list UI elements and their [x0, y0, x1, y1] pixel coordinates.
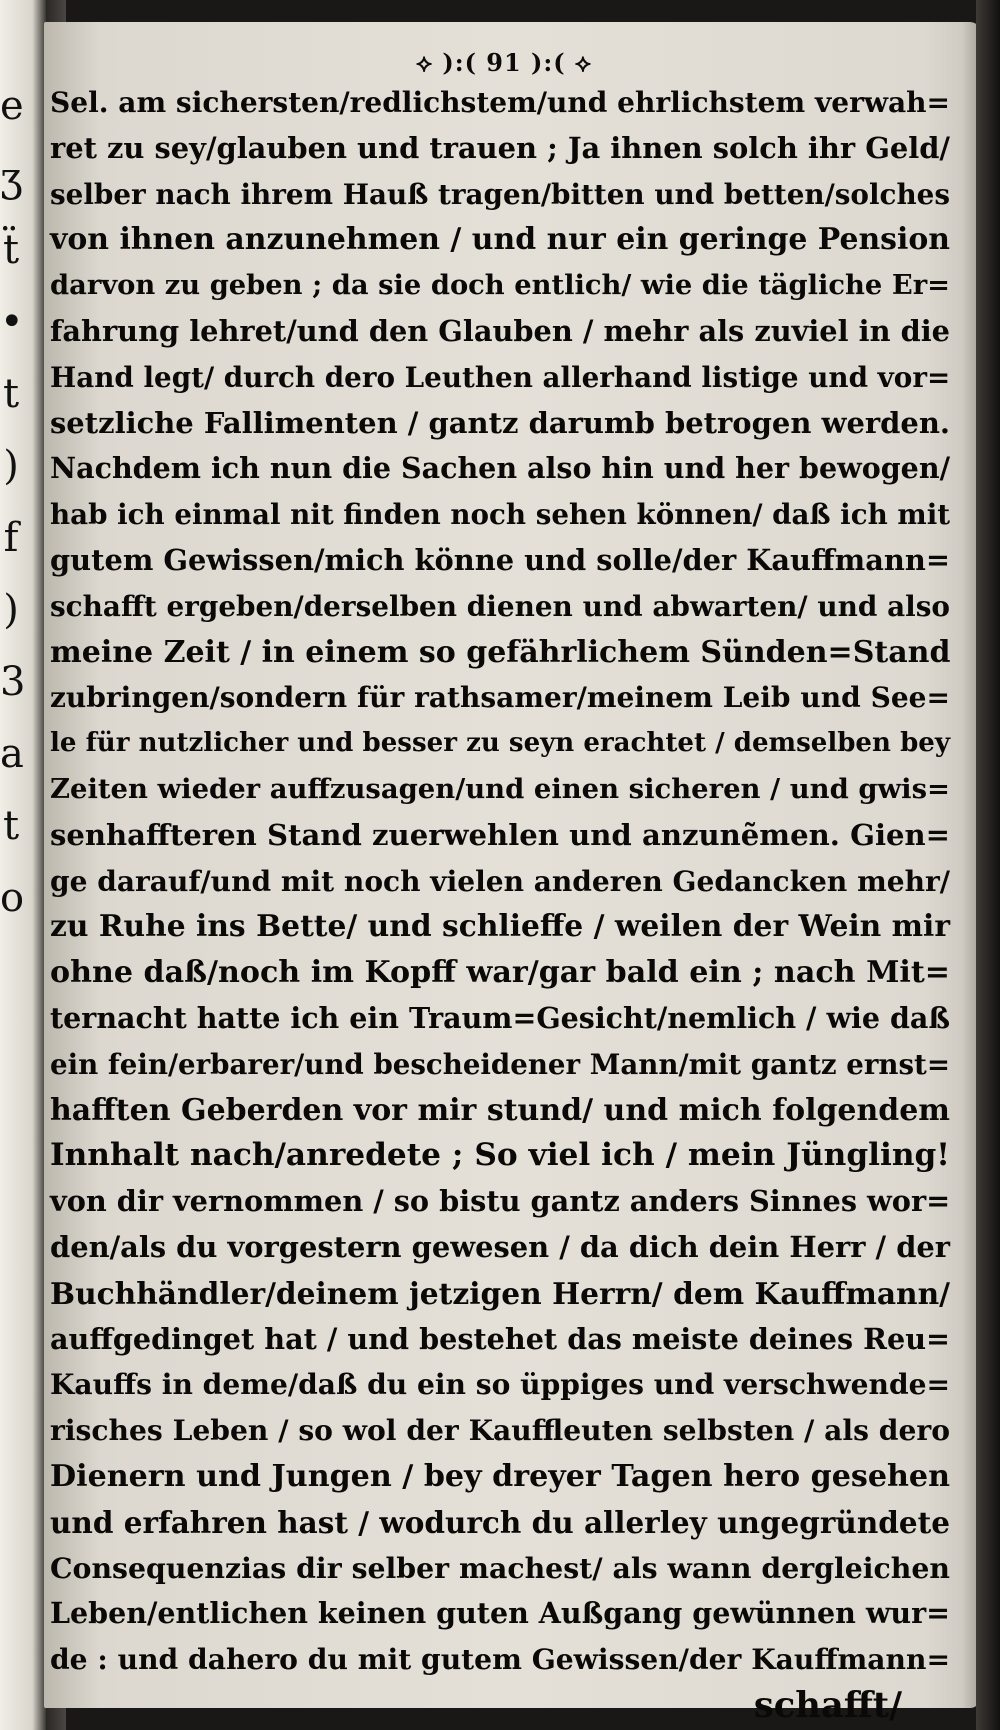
text-line: Innhalt nach/anredete ; So viel ich / mein Jüngling! — [50, 1137, 950, 1174]
right-scan-edge — [976, 0, 1000, 1730]
text-line: von ihnen anzunehmen / und nur ein geringe Pension — [50, 222, 950, 258]
text-line: ret zu sey/glauben und trauen ; Ja ihnen solch ihr Geld/ — [50, 130, 950, 165]
text-line: gutem Gewissen/mich könne und solle/der Kauffmann= — [50, 542, 951, 577]
text-line: und erfahren hast / wodurch du allerley ungegründete — [50, 1504, 950, 1540]
text-line: le für nutzlicher und besser zu seyn erachtet / demselben bey — [50, 728, 950, 759]
page-body — [50, 80, 950, 1729]
facing-page-glyph: e — [0, 83, 24, 129]
facing-page-edge — [0, 0, 46, 1730]
facing-page-glyphs — [0, 70, 26, 934]
text-line: zu Ruhe ins Bette/ und schlieffe / weilen der Wein mir — [50, 909, 950, 945]
text-line: schafft ergeben/derselben dienen und abwarten/ und also — [50, 589, 950, 623]
facing-page-glyph: ʒ — [0, 155, 23, 201]
text-line: fahrung lehret/und den Glauben / mehr als zuviel in die — [50, 313, 950, 348]
text-line: von dir vernommen / so bistu gantz anders Sinnes wor= — [50, 1184, 951, 1219]
text-line: ein fein/erbarer/und bescheidener Mann/mit gantz ernst= — [50, 1047, 950, 1081]
facing-page-glyph: 3 — [0, 659, 26, 705]
text-line: meine Zeit / in einem so gefährlichem Sünden=Stand — [50, 634, 951, 670]
text-line: Consequenzias dir selber machest/ als wann dergleichen — [50, 1550, 950, 1585]
text-line: den/als du vorgestern gewesen / da dich dein Herr / der — [50, 1229, 950, 1264]
text-line: Dienern und Jungen / bey dreyer Tagen hero gesehen — [50, 1458, 950, 1494]
text-line: Buchhändler/deinem jetzigen Herrn/ dem Kauffmann/ — [50, 1275, 950, 1311]
text-line: auffgedinget hat / und bestehet das meiste deines Reu= — [50, 1321, 950, 1356]
facing-page-glyph: • — [0, 299, 24, 345]
text-line: ternacht hatte ich ein Traum=Gesicht/nemlich / wie daß — [50, 1000, 950, 1035]
facing-page-glyph: ) — [3, 443, 19, 489]
text-line: hafften Geberden vor mir stund/ und mich folgendem — [50, 1092, 950, 1128]
page-header: ⟡ ):( 91 ):( ⟡ — [416, 48, 592, 77]
text-line: hab ich einmal nit finden noch sehen können/ daß ich mit — [50, 498, 951, 532]
facing-page-glyph: ) — [3, 587, 19, 633]
facing-page-glyph: f — [3, 515, 19, 561]
text-line: Nachdem ich nun die Sachen also hin und her bewogen/ — [50, 451, 950, 486]
text-line: setzliche Fallimenten / gantz darumb betrogen werden. — [50, 405, 950, 440]
text-line: selber nach ihrem Hauß tragen/bitten und betten/solches — [50, 177, 950, 211]
text-line: darvon zu geben ; da sie doch entlich/ wie die tägliche Er= — [50, 269, 950, 302]
text-line: senhaffteren Stand zuerwehlen und anzunẽmen. Gien= — [50, 817, 950, 852]
facing-page-glyph: t — [2, 803, 20, 849]
text-line: Sel. am sichersten/redlichstem/und ehrlichstem verwah= — [50, 86, 950, 119]
text-line: risches Leben / so wol der Kauffleuten selbsten / als dero — [50, 1414, 950, 1448]
text-line: Hand legt/ durch dero Leuthen allerhand listige und vor= — [50, 360, 951, 394]
book-page — [44, 22, 980, 1726]
text-line: ge darauf/und mit noch vielen anderen Gedancken mehr/ — [50, 864, 950, 898]
text-line: ohne daß/noch im Kopff war/gar bald ein ; nach Mit= — [50, 955, 950, 991]
facing-page-glyph: o — [0, 875, 25, 921]
text-line: Zeiten wieder auffzusagen/und einen sicheren / und gwis= — [50, 772, 950, 805]
facing-page-glyph: t — [2, 371, 20, 417]
text-line: Kauffs in deme/daß du ein so üppiges und verschwende= — [50, 1368, 951, 1402]
facing-page-glyph: ẗ — [2, 227, 20, 273]
text-line: de : und dahero du mit gutem Gewissen/der Kauffmann= — [50, 1643, 951, 1677]
catchword: schafft/ — [753, 1684, 902, 1726]
facing-page-glyph: a — [0, 731, 24, 777]
text-line: zubringen/sondern für rathsamer/meinem Leib und See= — [50, 681, 950, 715]
text-line: Leben/entlichen keinen guten Außgang gewünnen wur= — [50, 1596, 950, 1631]
